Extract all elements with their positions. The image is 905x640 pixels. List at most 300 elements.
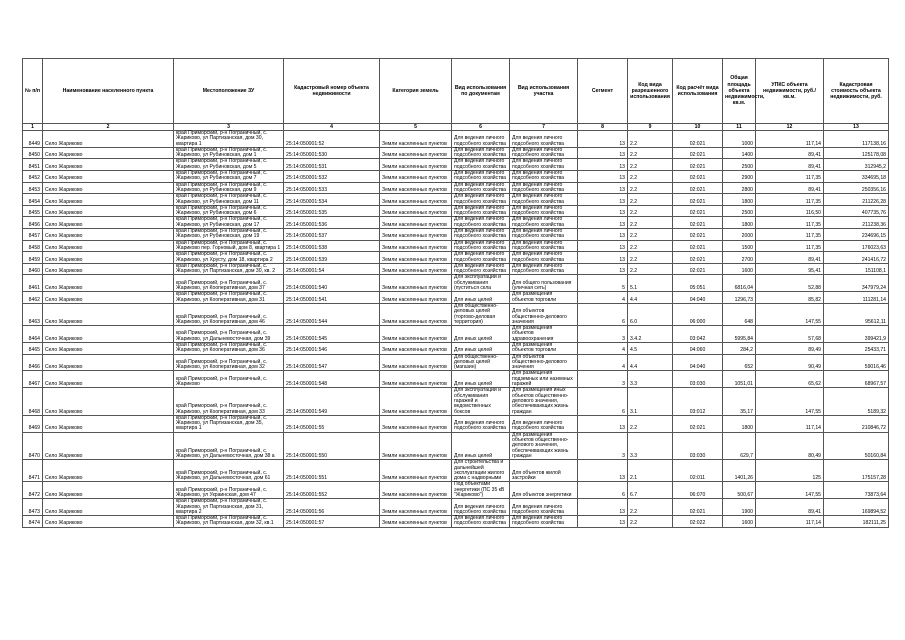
cell-calc-use-code: 02:021 — [673, 263, 723, 275]
cell-location: край Приморский, р-н Пограничный, с. Жариково, ул Рубиновская, дом 7 — [174, 171, 284, 183]
cell-site-use: Для ведения личного подсобного хозяйства — [510, 131, 578, 148]
cell-settlement: Село Жариково — [43, 415, 174, 432]
cell-settlement: Село Жариково — [43, 460, 174, 482]
cell-cadastral-number: 25:14:050001:540 — [284, 275, 380, 292]
cell-location: край Приморский, р-н Пограничный, с. Жариково, ул Хрусту, дом 18, квартира 2 — [174, 252, 284, 264]
cell-segment: 5 — [578, 275, 628, 292]
cell-site-use: Для ведения личного подсобного хозяйства — [510, 252, 578, 264]
cell-location: край Приморский, р-н Пограничный, с. Жариково, ул Дальневосточная, дом 38 а — [174, 432, 284, 459]
cell-land-category: Земли населенных пунктов — [380, 182, 452, 194]
cell-upks: 147,55 — [756, 482, 824, 499]
cell-row-number: 8453 — [23, 182, 43, 194]
cell-use-by-documents: Для ведения личного подсобного хозяйства — [452, 194, 510, 206]
cell-site-use: Для ведения личного подсобного хозяйства — [510, 499, 578, 516]
cell-calc-use-code: 03:030 — [673, 432, 723, 459]
cell-cadastral-value: 334695,18 — [824, 171, 889, 183]
cell-permitted-use-code: 4.4 — [628, 354, 673, 371]
cell-cadastral-number: 25:14:050001:544 — [284, 303, 380, 325]
cell-site-use: Для ведения личного подсобного хозяйства — [510, 171, 578, 183]
cell-upks: 117,35 — [756, 194, 824, 206]
cell-location: край Приморский, р-н Пограничный, с. Жариково, ул Дальневосточная, дом 61 — [174, 460, 284, 482]
cell-cadastral-value: 117138,16 — [824, 131, 889, 148]
cell-cadastral-value: 176023,63 — [824, 240, 889, 252]
cell-cadastral-value: 210846,72 — [824, 415, 889, 432]
cell-location: край Приморский, р-н Пограничный, с. Жариково, ул Украинская, дом 47 — [174, 482, 284, 499]
table-row — [23, 292, 889, 304]
cell-upks: 57,68 — [756, 326, 824, 343]
cell-cadastral-number: 25:14:050001:54 — [284, 263, 380, 275]
cell-land-category: Земли населенных пунктов — [380, 131, 452, 148]
cell-settlement: Село Жариково — [43, 229, 174, 241]
cell-upks: 117,14 — [756, 131, 824, 148]
cell-calc-use-code: 04:040 — [673, 354, 723, 371]
cell-site-use: Для ведения личного подсобного хозяйства — [510, 229, 578, 241]
cell-permitted-use-code: 2.2 — [628, 182, 673, 194]
cell-use-by-documents: Для ведения личного подсобного хозяйства — [452, 217, 510, 229]
cell-row-number: 8449 — [23, 131, 43, 148]
cell-cadastral-number: 25:14:050001:533 — [284, 182, 380, 194]
cell-land-category: Земли населенных пунктов — [380, 252, 452, 264]
cell-settlement: Село Жариково — [43, 342, 174, 354]
cell-land-category: Земли населенных пунктов — [380, 460, 452, 482]
cell-land-category: Земли населенных пунктов — [380, 432, 452, 459]
cell-row-number: 8473 — [23, 499, 43, 516]
cell-use-by-documents: Для иных целей — [452, 432, 510, 459]
cell-cadastral-number: 25:14:050001:534 — [284, 194, 380, 206]
cell-area: 2000 — [723, 229, 756, 241]
cell-upks: 125 — [756, 460, 824, 482]
cell-settlement: Село Жариково — [43, 263, 174, 275]
cell-cadastral-number: 25:14:050001:57 — [284, 516, 380, 528]
col-header-permitted-use-code: Код вида разрешенного использования — [628, 59, 673, 124]
cell-cadastral-number: 25:14:050001:552 — [284, 482, 380, 499]
cell-calc-use-code: 02:021 — [673, 194, 723, 206]
cell-row-number: 8472 — [23, 482, 43, 499]
col-number: 10 — [673, 124, 723, 131]
table-row — [23, 240, 889, 252]
table-body — [23, 131, 889, 528]
cell-segment: 13 — [578, 229, 628, 241]
cell-settlement: Село Жариково — [43, 326, 174, 343]
cell-permitted-use-code: 2.2 — [628, 240, 673, 252]
cell-location: край Приморский, р-н Пограничный, с. Жариково, ул Рубиновская, дом 19 — [174, 229, 284, 241]
cell-site-use: Для размещения объектов общественно-делового значения, обеспечивающих жизнь граждан — [510, 432, 578, 459]
cell-upks: 89,41 — [756, 252, 824, 264]
cell-calc-use-code: 02:021 — [673, 159, 723, 171]
cell-permitted-use-code: 4.4 — [628, 292, 673, 304]
register-sheet — [22, 58, 888, 528]
cell-site-use: Для объектов общественно-делового значения — [510, 303, 578, 325]
cell-segment: 4 — [578, 292, 628, 304]
cell-cadastral-number: 25:14:050001:548 — [284, 371, 380, 388]
cell-use-by-documents: Для иных целей — [452, 292, 510, 304]
cell-area: 5995,84 — [723, 326, 756, 343]
cell-land-category: Земли населенных пунктов — [380, 415, 452, 432]
cell-settlement: Село Жариково — [43, 131, 174, 148]
cell-row-number: 8456 — [23, 217, 43, 229]
cell-permitted-use-code: 2.2 — [628, 516, 673, 528]
table-row — [23, 205, 889, 217]
cell-permitted-use-code: 5.1 — [628, 275, 673, 292]
cell-area: 1600 — [723, 516, 756, 528]
cell-calc-use-code: 02:021 — [673, 205, 723, 217]
cell-area: 35,17 — [723, 388, 756, 415]
header-row — [23, 59, 889, 124]
cell-cadastral-number: 25:14:050001:547 — [284, 354, 380, 371]
cell-use-by-documents: Для ведения личного подсобного хозяйства — [452, 159, 510, 171]
cell-upks: 117,35 — [756, 171, 824, 183]
cell-use-by-documents: Для иных целей — [452, 371, 510, 388]
cell-upks: 89,41 — [756, 182, 824, 194]
cell-cadastral-value: 250356,16 — [824, 182, 889, 194]
cell-land-category: Земли населенных пунктов — [380, 275, 452, 292]
table-row — [23, 275, 889, 292]
cell-calc-use-code: 02:021 — [673, 240, 723, 252]
cell-use-by-documents: Для эксплуатации и обслуживания (пуститься скла — [452, 275, 510, 292]
cell-cadastral-value: 312945,2 — [824, 159, 889, 171]
cell-upks: 89,41 — [756, 147, 824, 159]
cell-upks: 89,41 — [756, 499, 824, 516]
cell-calc-use-code: 06:070 — [673, 482, 723, 499]
cell-segment: 13 — [578, 171, 628, 183]
cell-cadastral-value: 59016,46 — [824, 354, 889, 371]
cell-area: 629,7 — [723, 432, 756, 459]
cell-row-number: 8457 — [23, 229, 43, 241]
cell-settlement: Село Жариково — [43, 171, 174, 183]
cell-land-category: Земли населенных пунктов — [380, 194, 452, 206]
cell-site-use: Для ведения личного подсобного хозяйства — [510, 217, 578, 229]
cell-settlement: Село Жариково — [43, 147, 174, 159]
cell-area: 2500 — [723, 205, 756, 217]
col-header-number: № п/п — [23, 59, 43, 124]
cell-area: 2900 — [723, 171, 756, 183]
cell-cadastral-number: 25:14:050001:532 — [284, 171, 380, 183]
cell-site-use: Для размещения объектов торговли — [510, 292, 578, 304]
cell-settlement: Село Жариково — [43, 292, 174, 304]
cell-site-use: Для размещения объектов торговли — [510, 342, 578, 354]
cell-segment: 13 — [578, 263, 628, 275]
cell-permitted-use-code: 2.1 — [628, 460, 673, 482]
cell-land-category: Земли населенных пунктов — [380, 371, 452, 388]
table-row — [23, 415, 889, 432]
cell-site-use: Для объектов энергетики — [510, 482, 578, 499]
col-number: 9 — [628, 124, 673, 131]
cell-area: 2500 — [723, 159, 756, 171]
cell-land-category: Земли населенных пунктов — [380, 263, 452, 275]
cell-settlement: Село Жариково — [43, 252, 174, 264]
cell-calc-use-code: 02:021 — [673, 147, 723, 159]
cell-segment: 4 — [578, 354, 628, 371]
cell-permitted-use-code: 3.4.2 — [628, 326, 673, 343]
cell-land-category: Земли населенных пунктов — [380, 229, 452, 241]
col-header-area: Общая площадь объекта недвижимости, кв.м. — [723, 59, 756, 124]
cell-cadastral-value: 73873,64 — [824, 482, 889, 499]
cell-permitted-use-code: 4.5 — [628, 342, 673, 354]
cell-settlement: Село Жариково — [43, 354, 174, 371]
cell-row-number: 8455 — [23, 205, 43, 217]
col-number: 1 — [23, 124, 43, 131]
col-header-use-by-documents: Вид использования по документам — [452, 59, 510, 124]
table-row — [23, 194, 889, 206]
cell-segment: 6 — [578, 303, 628, 325]
col-number: 8 — [578, 124, 628, 131]
cell-land-category: Земли населенных пунктов — [380, 217, 452, 229]
cell-cadastral-number: 25:14:050001:535 — [284, 205, 380, 217]
cell-calc-use-code: 04:040 — [673, 292, 723, 304]
cell-calc-use-code: 02:021 — [673, 131, 723, 148]
cell-upks: 95,41 — [756, 263, 824, 275]
cell-cadastral-number: 25:14:050001:546 — [284, 342, 380, 354]
cell-location: край Приморский, р-н Пограничный, с. Жариково, ул Рубиновская, дом 1 — [174, 147, 284, 159]
col-header-segment: Сегмент — [578, 59, 628, 124]
table-row — [23, 131, 889, 148]
cell-permitted-use-code: 2.2 — [628, 229, 673, 241]
cell-row-number: 8465 — [23, 342, 43, 354]
cell-use-by-documents: Для ведения личного подсобного хозяйства — [452, 229, 510, 241]
cell-row-number: 8466 — [23, 354, 43, 371]
cell-permitted-use-code: 2.2 — [628, 147, 673, 159]
cell-location: край Приморский, р-н Пограничный, с. Жариково, ул Рубиновская, дом 6 — [174, 205, 284, 217]
cell-row-number: 8470 — [23, 432, 43, 459]
cell-cadastral-value: 347979,24 — [824, 275, 889, 292]
cell-upks: 117,14 — [756, 415, 824, 432]
cell-location: край Приморский, р-н Пограничный, с. Жариково, ул Кооперативная, дом 31 — [174, 292, 284, 304]
cell-segment: 6 — [578, 482, 628, 499]
cell-site-use: Для ведения личного подсобного хозяйства — [510, 240, 578, 252]
cell-permitted-use-code: 2.2 — [628, 217, 673, 229]
cell-location: край Приморский, р-н Пограничный, с. Жариково, ул Рубиновская, дом 11 — [174, 194, 284, 206]
cell-use-by-documents: Для иных целей — [452, 326, 510, 343]
cell-site-use: Для ведения личного подсобного хозяйства — [510, 159, 578, 171]
cell-segment: 13 — [578, 252, 628, 264]
cell-cadastral-value: 234696,15 — [824, 229, 889, 241]
cell-permitted-use-code: 2.2 — [628, 263, 673, 275]
cell-row-number: 8459 — [23, 252, 43, 264]
cell-land-category: Земли населенных пунктов — [380, 303, 452, 325]
cell-calc-use-code: 02:021 — [673, 415, 723, 432]
table-row — [23, 159, 889, 171]
cell-segment: 13 — [578, 516, 628, 528]
col-header-cadastral-value: Кадастровая стоимость объекта недвижимости, руб. — [824, 59, 889, 124]
cell-area: 1800 — [723, 194, 756, 206]
cell-land-category: Земли населенных пунктов — [380, 342, 452, 354]
cell-area: 1900 — [723, 499, 756, 516]
cell-calc-use-code: 02:021 — [673, 229, 723, 241]
cell-cadastral-value: 68967,57 — [824, 371, 889, 388]
col-number: 6 — [452, 124, 510, 131]
cell-location: край Приморский, р-н Пограничный, с. Жариково, ул Кооперативная, дом 46 — [174, 303, 284, 325]
cell-use-by-documents: Для общественно-деловых целей (торгово-деловая территория) — [452, 303, 510, 325]
col-header-cadastral-number: Кадастровый номер объекта недвижимости — [284, 59, 380, 124]
cell-permitted-use-code: 3.1 — [628, 388, 673, 415]
cell-calc-use-code: 02:021 — [673, 182, 723, 194]
cell-calc-use-code: 02:022 — [673, 516, 723, 528]
cell-row-number: 8474 — [23, 516, 43, 528]
cell-settlement: Село Жариково — [43, 217, 174, 229]
cell-use-by-documents: Для общественно-деловых целей (магазин) — [452, 354, 510, 371]
cell-row-number: 8462 — [23, 292, 43, 304]
cell-use-by-documents: Для ведения личного подсобного хозяйства — [452, 263, 510, 275]
col-header-site-use: Вид использования участка — [510, 59, 578, 124]
cell-settlement: Село Жариково — [43, 516, 174, 528]
cell-cadastral-value: 25433,71 — [824, 342, 889, 354]
cell-segment: 3 — [578, 326, 628, 343]
cell-segment: 13 — [578, 217, 628, 229]
col-number: 7 — [510, 124, 578, 131]
cell-use-by-documents: Для эксплуатации и обслуживания гаражей и ведомственных боксов — [452, 388, 510, 415]
cell-row-number: 8452 — [23, 171, 43, 183]
cell-permitted-use-code: 2.2 — [628, 499, 673, 516]
cell-upks: 80,49 — [756, 432, 824, 459]
cell-site-use: Для ведения личного подсобного хозяйства — [510, 205, 578, 217]
cell-settlement: Село Жариково — [43, 432, 174, 459]
cell-upks: 89,49 — [756, 342, 824, 354]
cadastral-value-table — [22, 58, 889, 528]
col-header-settlement: Наименование населенного пункта — [43, 59, 174, 124]
cell-cadastral-number: 25:14:050001:539 — [284, 252, 380, 264]
cell-settlement: Село Жариково — [43, 240, 174, 252]
cell-cadastral-value: 211226,28 — [824, 194, 889, 206]
cell-location: край Приморский, р-н Пограничный, с. Жариково, ул Дальневосточная, дом 39 — [174, 326, 284, 343]
cell-land-category: Земли населенных пунктов — [380, 354, 452, 371]
cell-cadastral-value: 241416,72 — [824, 252, 889, 264]
cell-cadastral-number: 25:14:050001:551 — [284, 460, 380, 482]
cell-location: край Приморский, р-н Пограничный, с. Жариково, ул Кооперативная, дом 37 — [174, 275, 284, 292]
cell-upks: 117,35 — [756, 240, 824, 252]
table-row — [23, 182, 889, 194]
cell-cadastral-value: 211238,36 — [824, 217, 889, 229]
cell-settlement: Село Жариково — [43, 205, 174, 217]
cell-segment: 13 — [578, 147, 628, 159]
cell-segment: 13 — [578, 194, 628, 206]
cell-segment: 3 — [578, 432, 628, 459]
cell-land-category: Земли населенных пунктов — [380, 482, 452, 499]
cell-calc-use-code: 04:060 — [673, 342, 723, 354]
cell-use-by-documents: Для ведения личного подсобного хозяйства — [452, 205, 510, 217]
cell-location: край Приморский, р-н Пограничный, с. Жариково, ул Партизанская, дом 30, квартира 1 — [174, 131, 284, 148]
cell-location: край Приморский, р-н Пограничный, с. Жариково, ул Кооперативная, дом 33 — [174, 388, 284, 415]
cell-row-number: 8451 — [23, 159, 43, 171]
cell-location: край Приморский, р-н Пограничный, с. Жариково, ул Рубиновская, дом 5 — [174, 159, 284, 171]
cell-calc-use-code: 05:051 — [673, 275, 723, 292]
cell-location: край Приморский, р-н Пограничный, с. Жариково, ул Партизанская, дом 30, кв. 2 — [174, 263, 284, 275]
table-row — [23, 388, 889, 415]
cell-row-number: 8461 — [23, 275, 43, 292]
cell-use-by-documents: Для ведения личного подсобного хозяйства — [452, 499, 510, 516]
cell-row-number: 8469 — [23, 415, 43, 432]
table-row — [23, 354, 889, 371]
cell-permitted-use-code: 2.2 — [628, 159, 673, 171]
cell-row-number: 8460 — [23, 263, 43, 275]
cell-area: 1401,26 — [723, 460, 756, 482]
cell-settlement: Село Жариково — [43, 482, 174, 499]
cell-site-use: Для объектов общественно-делового значения — [510, 354, 578, 371]
cell-segment: 13 — [578, 159, 628, 171]
cell-use-by-documents: Для строительства и дальнейшей эксплуатации жилого дома с надворными — [452, 460, 510, 482]
table-row — [23, 371, 889, 388]
cell-calc-use-code: 02:021 — [673, 252, 723, 264]
table-row — [23, 516, 889, 528]
cell-cadastral-value: 125178,08 — [824, 147, 889, 159]
cell-site-use: Для ведения личного подсобного хозяйства — [510, 147, 578, 159]
cell-use-by-documents: Под объектами энергетики (ПС 35 кВ "Жариково") — [452, 482, 510, 499]
cell-area: 1800 — [723, 415, 756, 432]
cell-area: 1500 — [723, 240, 756, 252]
cell-location: край Приморский, р-н Пограничный, с. Жариково, ул Партизанская, дом 31, квартира 2 — [174, 499, 284, 516]
cell-use-by-documents: Для ведения личного подсобного хозяйства — [452, 516, 510, 528]
cell-cadastral-number: 25:14:050001:549 — [284, 388, 380, 415]
cell-row-number: 8463 — [23, 303, 43, 325]
cell-cadastral-number: 25:14:050001:550 — [284, 432, 380, 459]
col-number: 12 — [756, 124, 824, 131]
col-number: 11 — [723, 124, 756, 131]
cell-row-number: 8454 — [23, 194, 43, 206]
cell-calc-use-code: 03:012 — [673, 388, 723, 415]
cell-use-by-documents: Для ведения личного подсобного хозяйства — [452, 131, 510, 148]
cell-site-use: Для размещения подземных или наземных гаражей — [510, 371, 578, 388]
cell-upks: 65,62 — [756, 371, 824, 388]
cell-permitted-use-code: 2.2 — [628, 131, 673, 148]
cell-permitted-use-code: 2.2 — [628, 194, 673, 206]
cell-location: край Приморский, р-н Пограничный, с. Жариково, ул Партизанская, дом 35, квартира 1 — [174, 415, 284, 432]
col-number: 4 — [284, 124, 380, 131]
cell-upks: 85,82 — [756, 292, 824, 304]
cell-cadastral-value: 151108,1 — [824, 263, 889, 275]
table-row — [23, 342, 889, 354]
cell-land-category: Земли населенных пунктов — [380, 171, 452, 183]
cell-cadastral-value: 111281,14 — [824, 292, 889, 304]
cell-cadastral-number: 25:14:050001:56 — [284, 499, 380, 516]
cell-segment: 13 — [578, 240, 628, 252]
cell-area: 1800 — [723, 217, 756, 229]
cell-land-category: Земли населенных пунктов — [380, 326, 452, 343]
cell-segment: 13 — [578, 499, 628, 516]
cell-upks: 52,88 — [756, 275, 824, 292]
col-number: 5 — [380, 124, 452, 131]
cell-cadastral-value: 5189,32 — [824, 388, 889, 415]
cell-cadastral-value: 50160,84 — [824, 432, 889, 459]
table-row — [23, 252, 889, 264]
cell-cadastral-value: 182111,25 — [824, 516, 889, 528]
cell-site-use: Для размещения иных объектов общественно-делового значения, обеспечивающих жизнь граждан — [510, 388, 578, 415]
cell-segment: 13 — [578, 205, 628, 217]
cell-land-category: Земли населенных пунктов — [380, 159, 452, 171]
cell-settlement: Село Жариково — [43, 388, 174, 415]
cell-upks: 117,35 — [756, 229, 824, 241]
cell-site-use: Для общего пользования (уличная сеть) — [510, 275, 578, 292]
cell-land-category: Земли населенных пунктов — [380, 388, 452, 415]
cell-area: 284,2 — [723, 342, 756, 354]
col-number: 3 — [174, 124, 284, 131]
cell-segment: 4 — [578, 342, 628, 354]
cell-land-category: Земли населенных пунктов — [380, 147, 452, 159]
cell-cadastral-number: 25:14:050001:545 — [284, 326, 380, 343]
cell-permitted-use-code: 3.3 — [628, 371, 673, 388]
col-header-upks: УПКС объекта недвижимости, руб./кв.м. — [756, 59, 824, 124]
cell-calc-use-code: 03:042 — [673, 326, 723, 343]
cell-area: 1600 — [723, 263, 756, 275]
cell-site-use: Для размещения объектов здравоохранения — [510, 326, 578, 343]
cell-cadastral-value: 175157,28 — [824, 460, 889, 482]
column-number-row — [23, 124, 889, 131]
cell-permitted-use-code: 6.0 — [628, 303, 673, 325]
cell-land-category: Земли населенных пунктов — [380, 240, 452, 252]
cell-area: 648 — [723, 303, 756, 325]
cell-use-by-documents: Для ведения личного подсобного хозяйства — [452, 171, 510, 183]
cell-row-number: 8450 — [23, 147, 43, 159]
cell-settlement: Село Жариково — [43, 194, 174, 206]
cell-area: 6816,04 — [723, 275, 756, 292]
